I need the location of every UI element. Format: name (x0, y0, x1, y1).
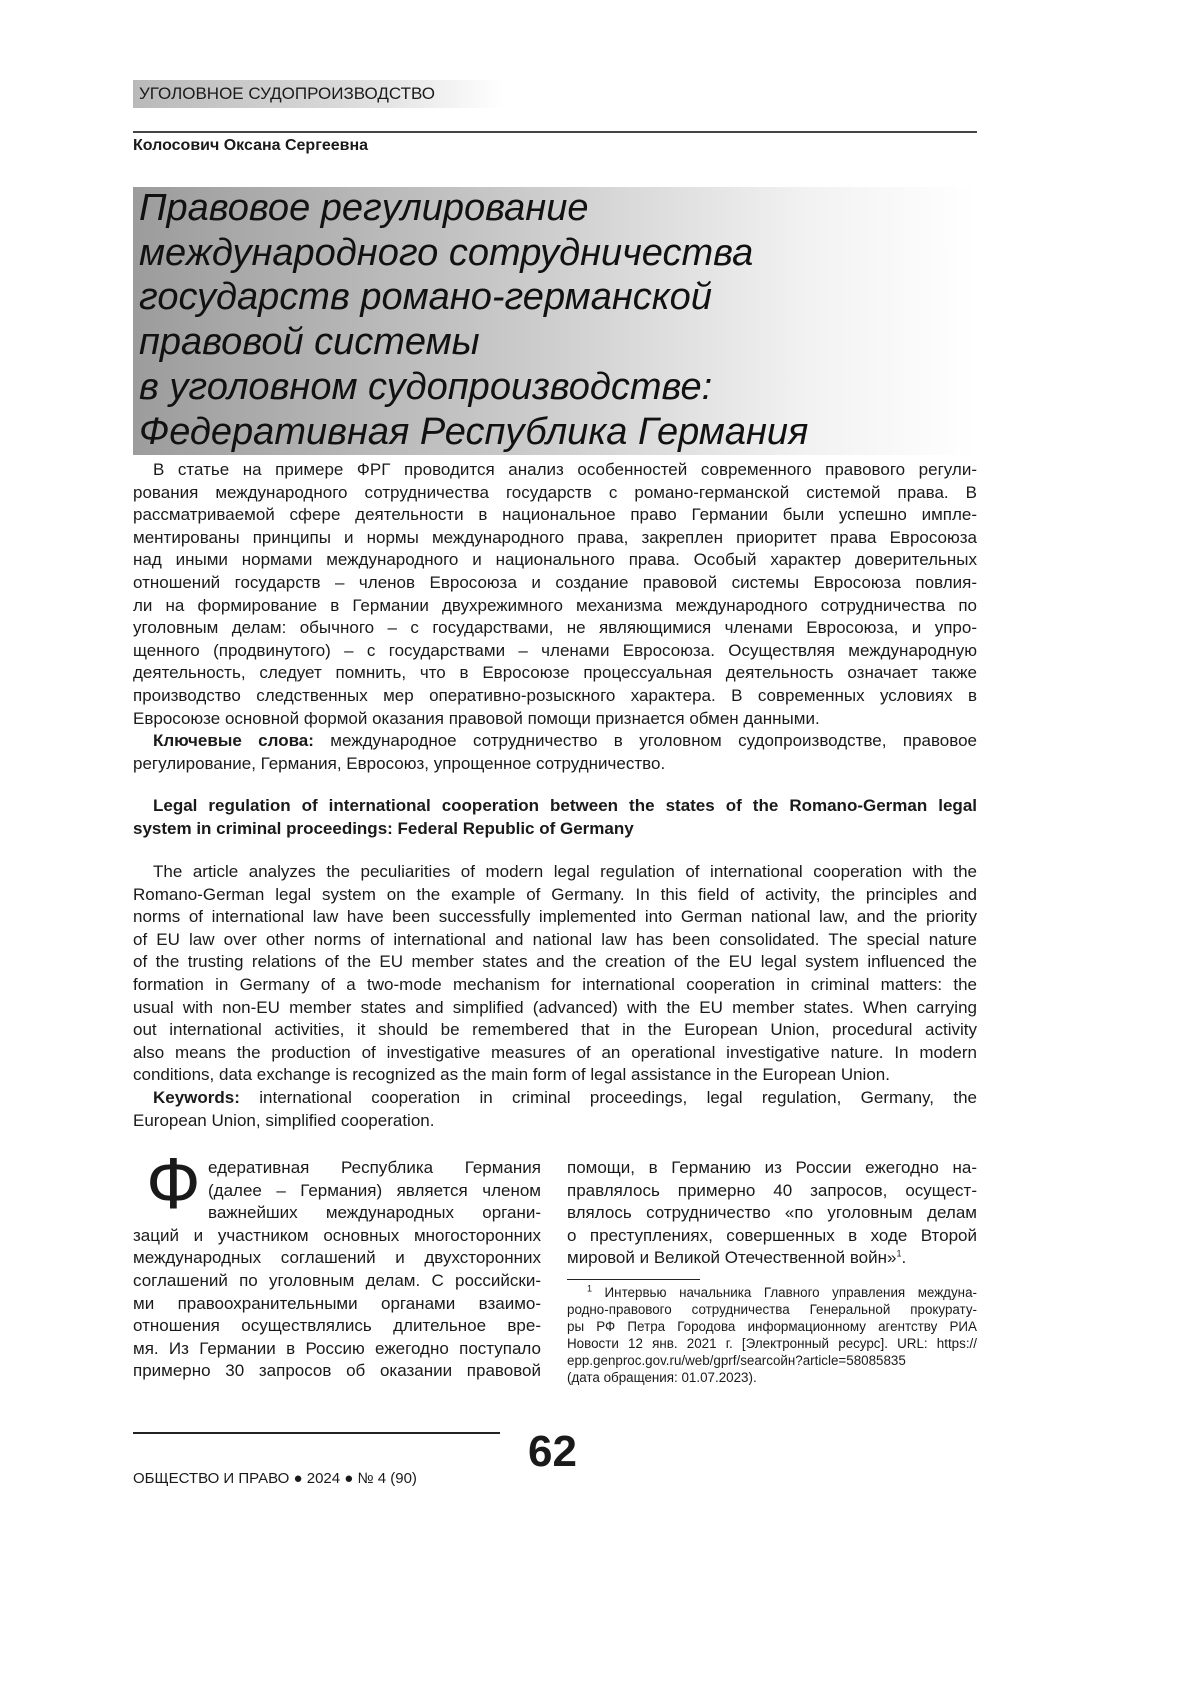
paragraph-line: out international activities, it should be remembered that in the European Union, procedural activity (133, 1019, 977, 1042)
paragraph-line: formation in Germany of a two-mode mechanism for international cooperation in criminal matters: the (133, 974, 977, 997)
journal-footer: ОБЩЕСТВО И ПРАВО ● 2024 ● № 4 (90) (133, 1469, 417, 1489)
footnote-line: epp.genproc.gov.ru/web/gprf/searcойн?article=58085835 (567, 1352, 977, 1369)
paragraph-line: производство следственных мер оперативно-розыскного характера. В современных условиях в (133, 685, 977, 708)
paragraph-line: уголовным делам: обычного – с государствами, не являющимися членами Евросоюза, и упро- (133, 617, 977, 640)
article-title (139, 186, 808, 454)
page-number: 62 (528, 1428, 577, 1476)
abstract-ru (133, 459, 977, 730)
body-line: ми правоохранительными органами взаимо- (133, 1293, 541, 1316)
keywords-line: Keywords: international cooperation in criminal proceedings, legal regulation, Germany, the (133, 1087, 977, 1110)
paragraph-line: conditions, data exchange is recognized as the main form of legal assistance in the European Union. (133, 1064, 977, 1087)
keywords-label: Keywords: (153, 1088, 240, 1107)
footnote (567, 1284, 977, 1386)
body-line: мя. Из Германии в Россию ежегодно поступало (133, 1338, 541, 1361)
title-line: государств романо-германской (139, 275, 808, 320)
body-line: заций и участником основных многосторонних (133, 1225, 541, 1248)
paragraph-line: рассматриваемой сфере деятельности в национальное право Германии были успешно импле- (133, 504, 977, 527)
body-line: примерно 30 запросов об оказании правовой (133, 1360, 541, 1383)
section-header: УГОЛОВНОЕ СУДОПРОИЗВОДСТВО (133, 80, 503, 108)
body-line: мировой и Великой Отечественной войн»1. (567, 1247, 977, 1270)
footnote-marker: 1 (587, 1284, 592, 1294)
footnote-line: (дата обращения: 01.07.2023). (567, 1369, 977, 1386)
paragraph-line: Romano-German legal system on the example of Germany. In this field of activity, the principles and (133, 884, 977, 907)
title-line: международного сотрудничества (139, 231, 808, 276)
paragraph-line: рования международного сотрудничества государств с романо-германской системой права. В (133, 482, 977, 505)
title-line: Правовое регулирование (139, 186, 808, 231)
english-title-line: system in criminal proceedings: Federal Republic of Germany (133, 817, 977, 840)
paragraph-line: of EU law over other norms of international and national law has been consolidated. The special nature (133, 929, 977, 952)
footnote-line: родно-правового сотрудничества Генеральной прокурату- (567, 1301, 977, 1318)
body-line: о преступлениях, совершенных в ходе Второй (567, 1225, 977, 1248)
body-line: соглашений по уголовным делам. С российски- (133, 1270, 541, 1293)
keywords-ru (133, 730, 977, 775)
keywords-line: European Union, simplified cooperation. (133, 1110, 977, 1133)
footnote-line: 1 Интервью начальника Главного управления междуна- (567, 1284, 977, 1301)
paragraph-line: norms of international law have been successfully implemented into German national law, and the priority (133, 906, 977, 929)
paragraph-line: usual with non-EU member states and simplified (advanced) with the EU member states. When carrying (133, 997, 977, 1020)
footnote-reference[interactable]: 1 (896, 1249, 901, 1259)
body-line: правлялось примерно 40 запросов, осущест- (567, 1180, 977, 1203)
body-line: влялось сотрудничество «по уголовным делам (567, 1202, 977, 1225)
footnote-line: ры РФ Петра Городова информационному агентству РИА (567, 1318, 977, 1335)
keywords-line: Ключевые слова: международное сотрудничество в уголовном судопроизводстве, правовое (133, 730, 977, 753)
paragraph-line: ли на формирование в Германии двухрежимного механизма международного сотрудничества по (133, 595, 977, 618)
title-line: Федеративная Республика Германия (139, 410, 808, 455)
body-line: отношения осуществлялись длительное вре- (133, 1315, 541, 1338)
body-line: помощи, в Германию из России ежегодно на- (567, 1157, 977, 1180)
paragraph-line: ментированы принципы и нормы международного права, закреплен приоритет права Евросоюза (133, 527, 977, 550)
keywords-en (133, 1087, 977, 1132)
paragraph-line: деятельность, следует помнить, что в Евросоюзе процессуальная деятельность означает также (133, 662, 977, 685)
paragraph-line: of the trusting relations of the EU member states and the creation of the EU legal system influenced the (133, 951, 977, 974)
paragraph-line: The article analyzes the peculiarities of modern legal regulation of international cooperation with the (133, 861, 977, 884)
footnote-divider (567, 1279, 700, 1280)
body-line: важнейших международных органи- (133, 1202, 541, 1225)
keywords-line: регулирование, Германия, Евросоюз, упрощенное сотрудничество. (133, 753, 977, 776)
body-right-column (567, 1157, 977, 1270)
body-line: едеративная Республика Германия (133, 1157, 541, 1180)
keywords-label: Ключевые слова: (153, 731, 314, 750)
footnote-line: Новости 12 янв. 2021 г. [Электронный ресурс]. URL: https:// (567, 1335, 977, 1352)
paragraph-line: В статье на примере ФРГ проводится анализ особенностей современного правового регули- (133, 459, 977, 482)
title-line: правовой системы (139, 320, 808, 365)
footer-divider (133, 1432, 500, 1434)
body-left-column (133, 1157, 541, 1383)
body-line: международных соглашений и двухсторонних (133, 1247, 541, 1270)
drop-cap: Ф (146, 1148, 201, 1220)
paragraph-line: над иными нормами международного и национального права. Особый характер доверительных (133, 549, 977, 572)
paragraph-line: Евросоюзе основной формой оказания правовой помощи признается обмен данными. (133, 708, 977, 731)
english-title (133, 794, 977, 840)
abstract-en (133, 861, 977, 1087)
title-line: в уголовном судопроизводстве: (139, 365, 808, 410)
body-line: (далее – Германия) является членом (133, 1180, 541, 1203)
divider (133, 131, 977, 133)
english-title-line: Legal regulation of international cooperation between the states of the Romano-German legal (133, 794, 977, 817)
paragraph-line: отношений государств – членов Евросоюза и создание правовой системы Евросоюза повлия- (133, 572, 977, 595)
author-name: Колосович Оксана Сергеевна (133, 136, 368, 156)
paragraph-line: щенного (продвинутого) – с государствами – членами Евросоюза. Осуществляя международную (133, 640, 977, 663)
paragraph-line: also means the production of investigative measures of an operational investigative nature. In modern (133, 1042, 977, 1065)
